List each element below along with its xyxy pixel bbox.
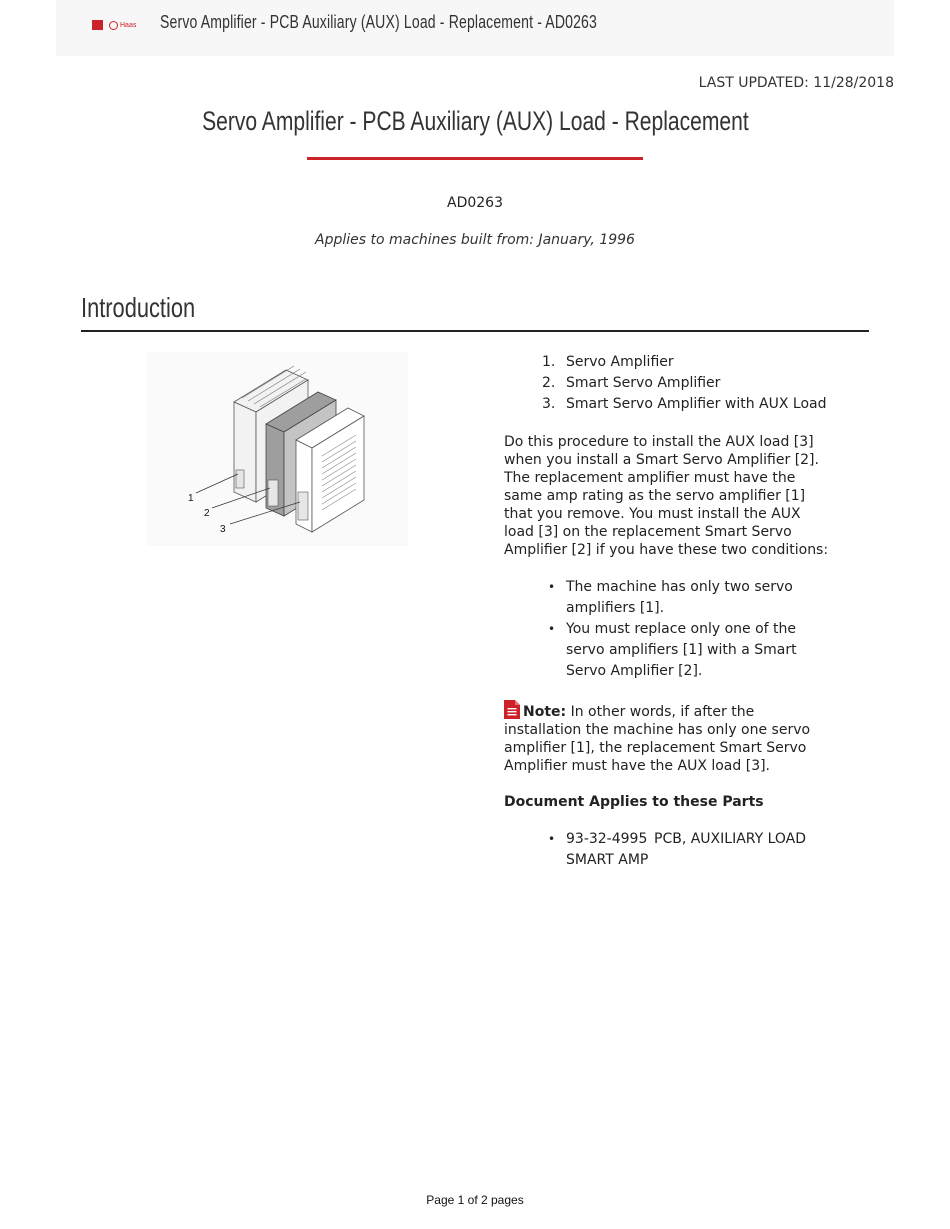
part-item — [504, 829, 834, 871]
list-item-label: Smart Servo Amplifier — [566, 375, 721, 391]
list-number: 1. — [542, 354, 556, 370]
part-description: PCB, AUXILIARY LOAD SMART AMP — [566, 831, 807, 868]
servo-amplifiers-figure — [146, 352, 408, 546]
list-item — [504, 373, 834, 394]
introduction-content — [504, 352, 834, 871]
figure-callout-2: 2 — [204, 508, 210, 519]
section-heading-introduction: Introduction — [81, 292, 196, 323]
figure-callout-3: 3 — [220, 524, 226, 535]
page-title-text: Servo Amplifier - PCB Auxiliary (AUX) Load - Replacement — [201, 106, 749, 136]
list-number: 2. — [542, 375, 556, 391]
servo-amplifiers-illustration — [146, 352, 408, 546]
last-updated: LAST UPDATED: 11/28/2018 — [698, 75, 894, 91]
parts-list — [504, 829, 834, 871]
conditions-list — [504, 577, 834, 682]
header-bar — [56, 0, 894, 56]
section-rule — [81, 330, 869, 332]
haas-wordmark-logo — [109, 21, 136, 30]
list-number: 3. — [542, 396, 556, 412]
note-document-icon — [504, 700, 520, 719]
header-title: Servo Amplifier - PCB Auxiliary (AUX) Load - Replacement - AD0263 — [160, 12, 597, 32]
title-rule — [307, 157, 643, 160]
list-item — [504, 394, 834, 415]
part-number: 93-32-4995 — [566, 831, 648, 847]
header-logos — [92, 20, 136, 30]
circle-logo-icon — [109, 21, 118, 30]
figure-callout-1: 1 — [188, 493, 194, 504]
page-footer: Page 1 of 2 pages — [426, 1193, 524, 1207]
list-item: • The machine has only two servo amplifiers [1]. — [504, 577, 834, 619]
document-id: AD0263 — [447, 195, 503, 211]
list-item-label: Smart Servo Amplifier with AUX Load — [566, 396, 827, 412]
note-text: In other words, if after the installation the machine has only one servo amplifier [1], the replacement Smart Servo Amplifier must have the AUX load [3]. — [504, 704, 811, 774]
note-label: Note: — [523, 704, 567, 720]
applies-to: Applies to machines built from: January, 1996 — [315, 232, 635, 248]
list-item: • You must replace only one of the servo amplifiers [1] with a Smart Servo Amplifier [2]. — [504, 619, 834, 682]
haas-logo-icon — [92, 20, 103, 30]
note-block — [504, 700, 834, 775]
page-title — [0, 106, 950, 137]
list-item-label: Servo Amplifier — [566, 354, 674, 370]
logo-text: Haas — [120, 21, 137, 29]
parts-heading: Document Applies to these Parts — [504, 794, 764, 810]
list-item — [504, 352, 834, 373]
component-list — [504, 352, 834, 415]
procedure-paragraph: Do this procedure to install the AUX load [3] when you install a Smart Servo Amplifier [2]. The replacement amplifier must have the same amp rating as the servo amplifier [1] that you remove. You must install the AUX load [3] on the replacement Smart Servo Amplifier [2] if you have these two conditions: — [504, 434, 829, 558]
